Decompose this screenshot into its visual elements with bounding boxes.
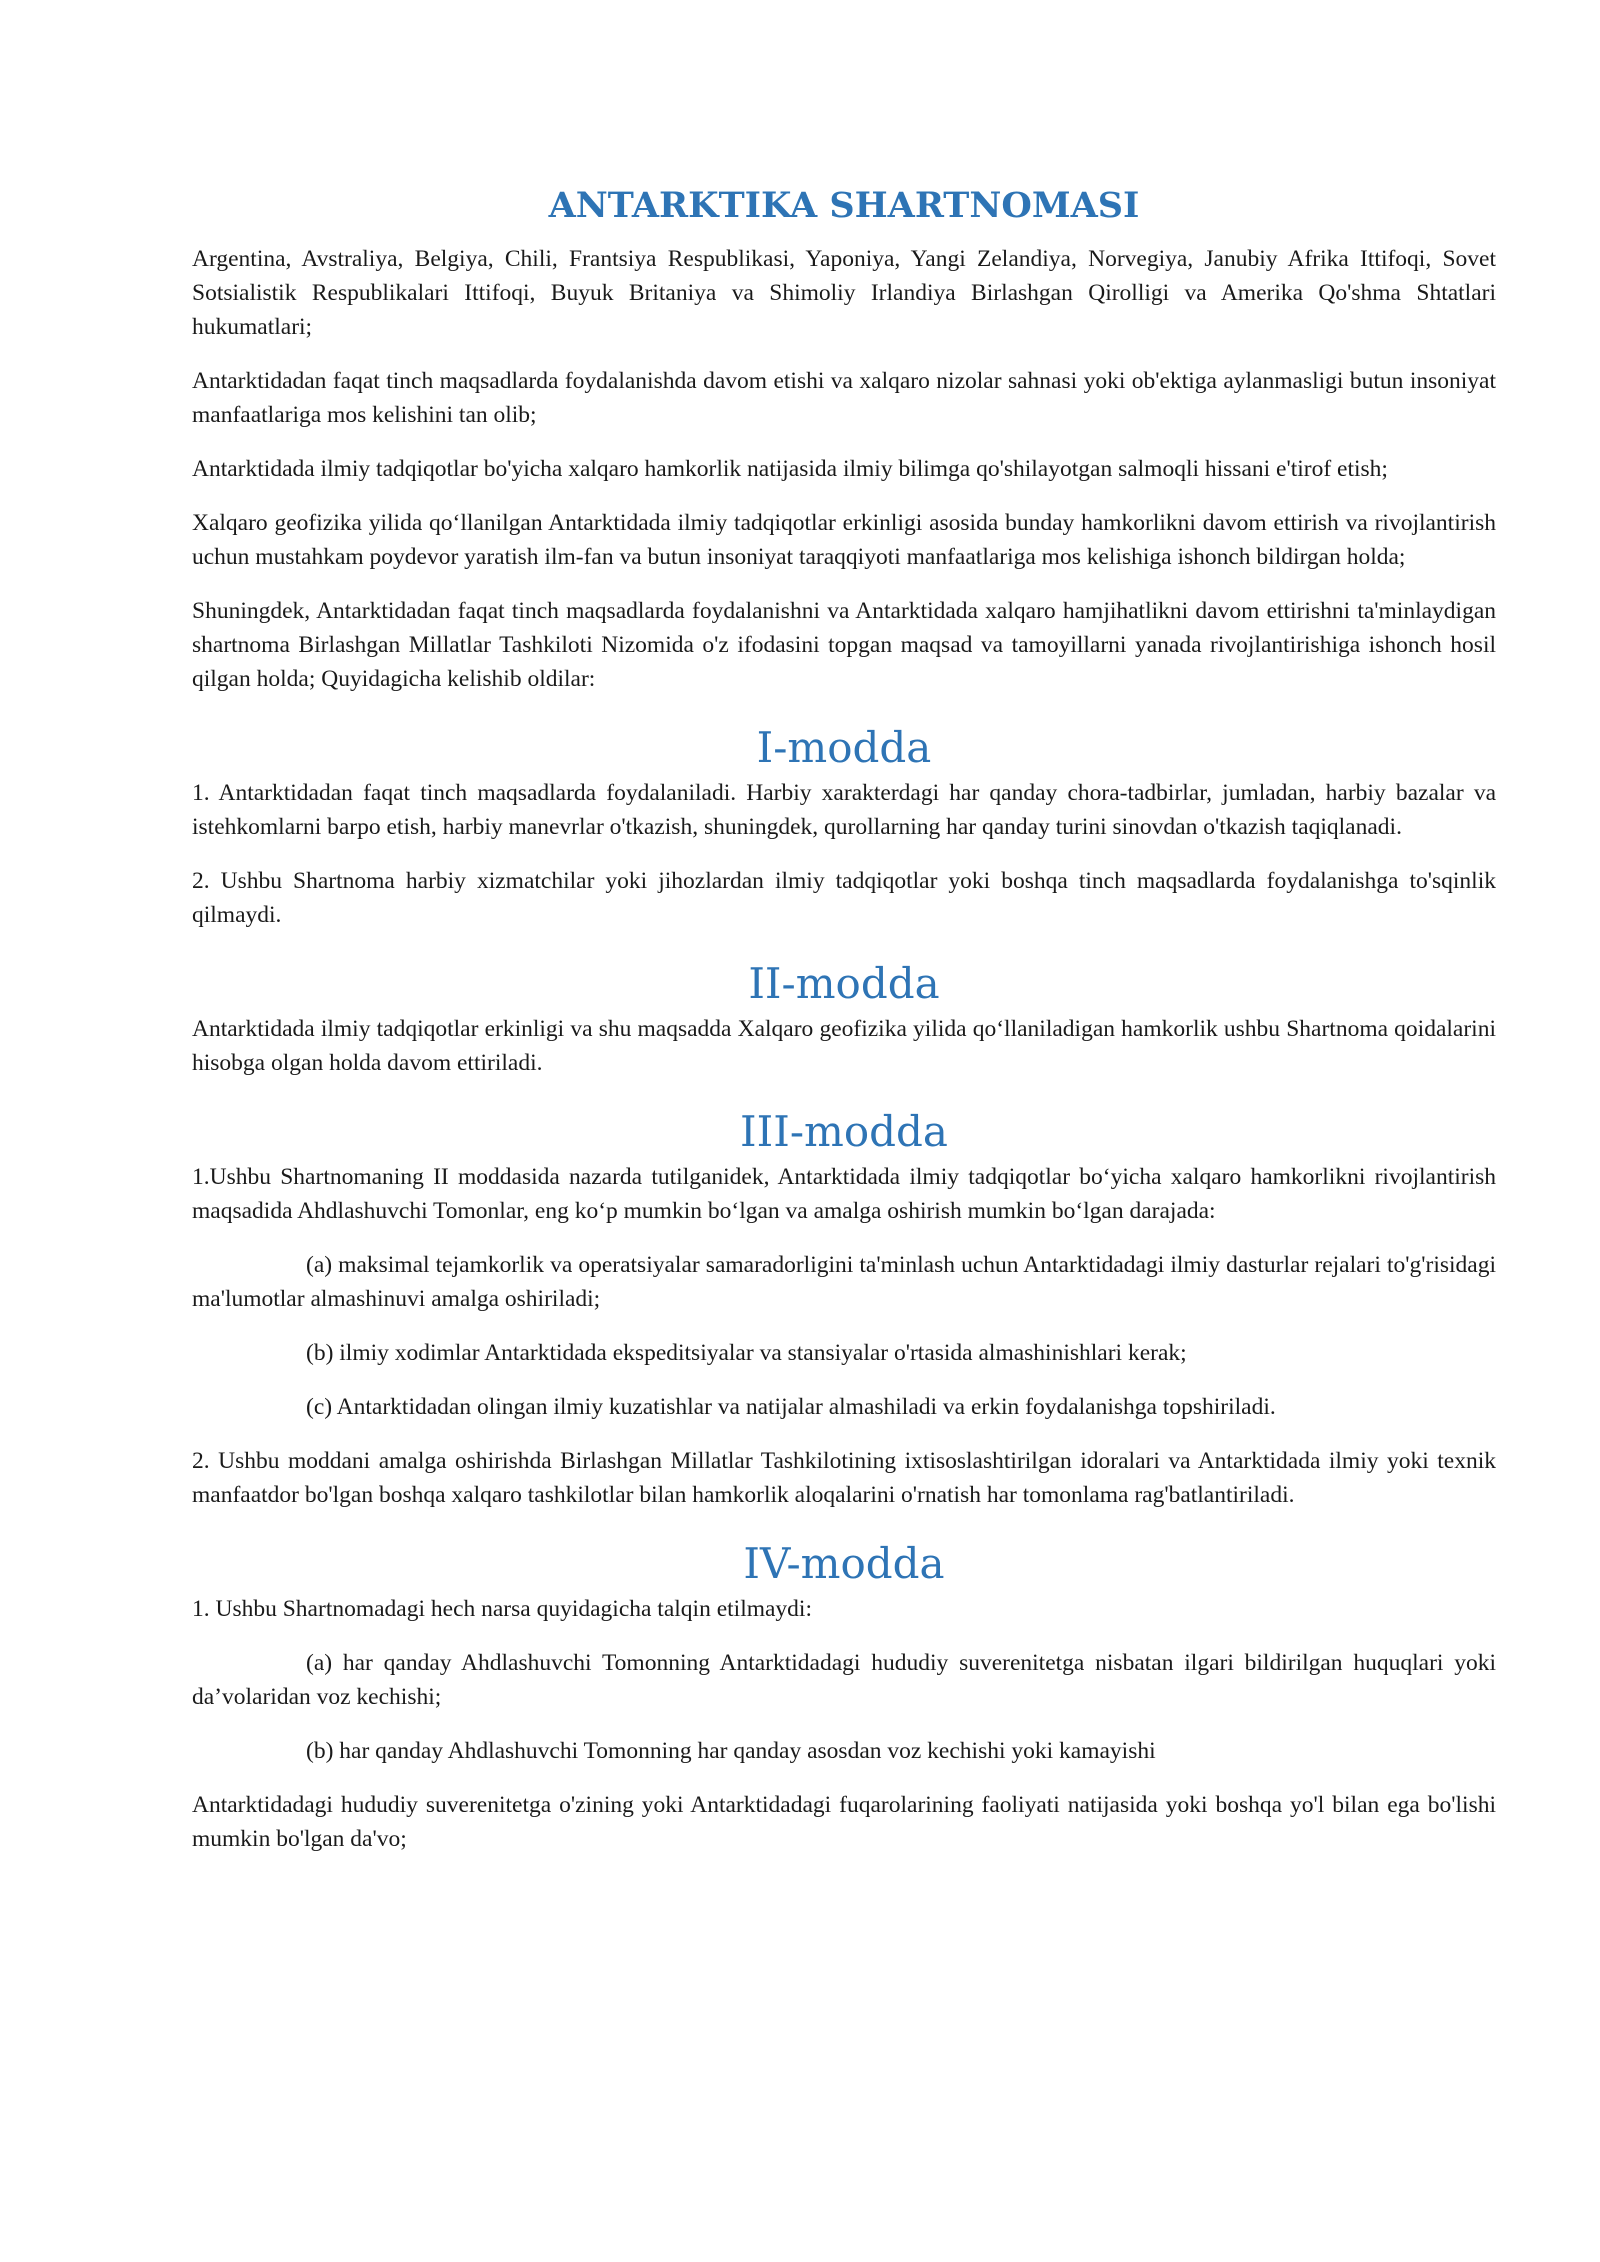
preamble-paragraph: Shuningdek, Antarktidadan faqat tinch maqsadlarda foydalanishni va Antarktidada xalqaro hamjihatlikni davom ettirishni ta'minlaydigan shartnoma Birlashgan Millatlar Tashkiloti Nizomida o'z ifodasini topgan maqsad va tamoyillarni yanada rivojlantirishiga ishonch hosil qilgan holda; Quyidagicha kelishib oldilar: bbox=[192, 598, 1496, 692]
article-paragraph: 2. Ushbu Shartnoma harbiy xizmatchilar yoki jihozlardan ilmiy tadqiqotlar yoki boshqa tinch maqsadlarda foydalanishga to'sqinlik qilmaydi. bbox=[192, 868, 1496, 928]
article-paragraph: 1.Ushbu Shartnomaning II moddasida nazarda tutilganidek, Antarktidada ilmiy tadqiqotlar bo‘yicha xalqaro hamkorlikni rivojlantirish maqsadida Ahdlashuvchi Tomonlar, eng ko‘p mumkin bo‘lgan va amalga oshirish mumkin bo‘lgan darajada: bbox=[192, 1164, 1496, 1224]
article-subitem: (c) Antarktidadan olingan ilmiy kuzatishlar va natijalar almashiladi va erkin foydalanishga topshiriladi. bbox=[306, 1394, 1276, 1420]
article-2 bbox=[192, 958, 1496, 1080]
preamble-paragraph: Xalqaro geofizika yilida qo‘llanilgan Antarktidada ilmiy tadqiqotlar erkinligi asosida bunday hamkorlikni davom ettirish va rivojlantirish uchun mustahkam poydevor yaratish ilm-fan va butun insoniyat taraqqiyoti manfaatlariga mos kelishiga ishonch bildirgan holda; bbox=[192, 510, 1496, 570]
article-subitem: (b) har qanday Ahdlashuvchi Tomonning har qanday asosdan voz kechishi yoki kamayishi bbox=[306, 1738, 1156, 1764]
article-heading: I-modda bbox=[756, 723, 932, 772]
article-paragraph: Antarktidadagi hududiy suverenitetga o'zining yoki Antarktidadagi fuqarolarining faoliyati natijasida yoki boshqa yo'l bilan ega bo'lishi mumkin bo'lgan da'vo; bbox=[192, 1792, 1496, 1852]
article-subitem: (a) maksimal tejamkorlik va operatsiyalar samaradorligini ta'minlash uchun Antarktidadagi ilmiy dasturlar rejalari to'g'risidagi ma'lumotlar almashinuvi amalga oshiriladi; bbox=[192, 1252, 1496, 1312]
article-subitem: (a) har qanday Ahdlashuvchi Tomonning Antarktidadagi hududiy suverenitetga nisbatan ilgari bildirilgan huquqlari yoki da’volaridan voz kechishi; bbox=[192, 1650, 1496, 1710]
document-title: ANTARKTIKA SHARTNOMASI bbox=[548, 185, 1140, 226]
preamble-paragraph: Antarktidada ilmiy tadqiqotlar bo'yicha xalqaro hamkorlik natijasida ilmiy bilimga qo'shilayotgan salmoqli hissani e'tirof etish; bbox=[192, 456, 1388, 482]
article-heading: IV-modda bbox=[743, 1539, 945, 1588]
article-paragraph: 1. Ushbu Shartnomadagi hech narsa quyidagicha talqin etilmaydi: bbox=[192, 1596, 812, 1622]
article-paragraph: 1. Antarktidadan faqat tinch maqsadlarda foydalaniladi. Harbiy xarakterdagi har qanday chora-tadbirlar, jumladan, harbiy bazalar va istehkomlarni barpo etish, harbiy manevrlar o'tkazish, shuningdek, qurollarning har qanday turini sinovdan o'tkazish taqiqlanadi. bbox=[192, 780, 1496, 840]
article-3 bbox=[192, 1106, 1496, 1512]
article-heading: II-modda bbox=[748, 959, 940, 1008]
article-paragraph: Antarktidada ilmiy tadqiqotlar erkinligi va shu maqsadda Xalqaro geofizika yilida qo‘llaniladigan hamkorlik ushbu Shartnoma qoidalarini hisobga olgan holda davom ettiriladi. bbox=[192, 1016, 1496, 1076]
preamble bbox=[192, 242, 1496, 696]
article-4 bbox=[192, 1538, 1496, 1856]
preamble-paragraph: Argentina, Avstraliya, Belgiya, Chili, Frantsiya Respublikasi, Yaponiya, Yangi Zelandiya, Norvegiya, Janubiy Afrika Ittifoqi, Sovet Sotsialistik Respublikalari Ittifoqi, Buyuk Britaniya va Shimoliy Irlandiya Birlashgan Qirolligi va Amerika Qo'shma Shtatlari hukumatlari; bbox=[192, 246, 1496, 340]
article-1 bbox=[192, 722, 1496, 932]
article-heading: III-modda bbox=[740, 1107, 948, 1156]
article-paragraph: 2. Ushbu moddani amalga oshirishda Birlashgan Millatlar Tashkilotining ixtisoslashtirilgan idoralari va Antarktidada ilmiy yoki texnik manfaatdor bo'lgan boshqa xalqaro tashkilotlar bilan hamkorlik aloqalarini o'rnatish har tomonlama rag'batlantiriladi. bbox=[192, 1448, 1496, 1508]
document-body bbox=[192, 184, 1496, 1876]
article-subitem: (b) ilmiy xodimlar Antarktidada ekspeditsiyalar va stansiyalar o'rtasida almashinishlari kerak; bbox=[306, 1340, 1187, 1366]
preamble-paragraph: Antarktidadan faqat tinch maqsadlarda foydalanishda davom etishi va xalqaro nizolar sahnasi yoki ob'ektiga aylanmasligi butun insoniyat manfaatlariga mos kelishini tan olib; bbox=[192, 368, 1496, 428]
